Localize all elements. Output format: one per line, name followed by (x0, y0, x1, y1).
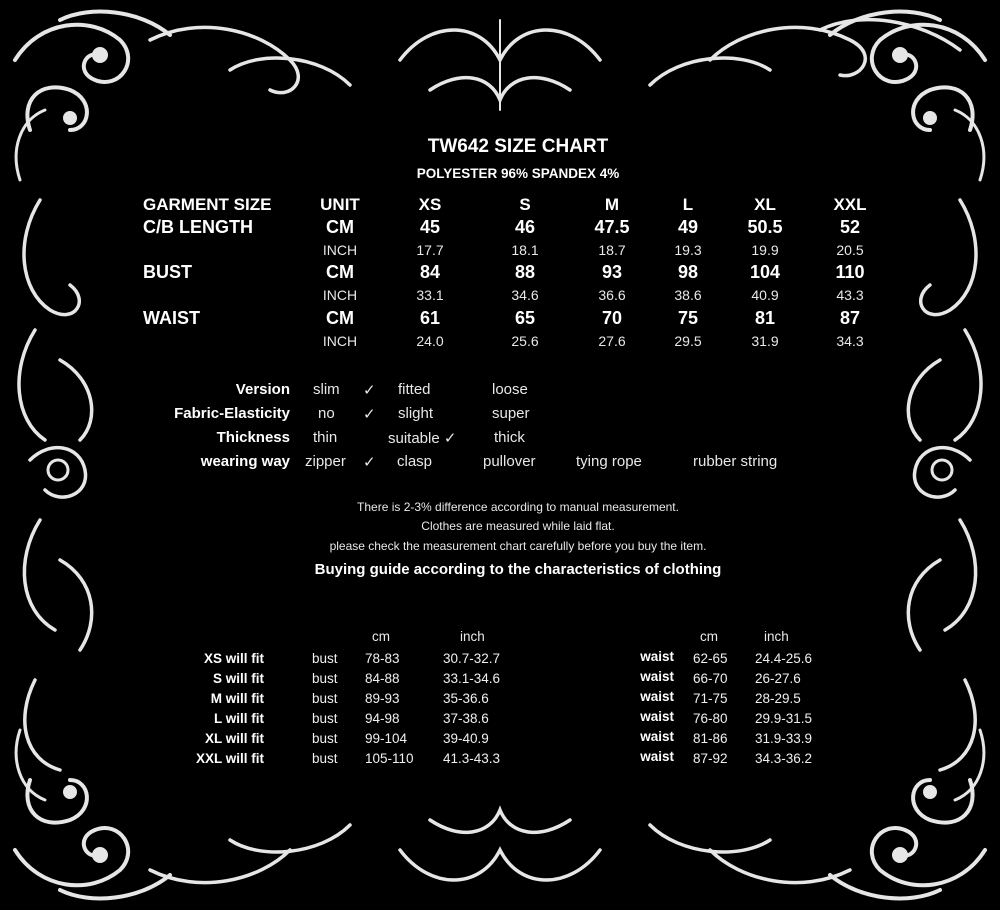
attr-option: suitable ✓ (388, 430, 457, 447)
attr-option: zipper (305, 453, 346, 470)
value-cell: 27.6 (598, 333, 626, 349)
guide-part: bust (312, 711, 338, 726)
value-cell: 104 (749, 262, 781, 282)
measure-label-length: C/B LENGTH (143, 217, 253, 237)
attr-option: rubber string (693, 453, 778, 470)
value-cell: 31.9 (751, 333, 779, 349)
guide-inch: 30.7-32.7 (443, 651, 501, 666)
guide-cm: 62-65 (693, 651, 728, 666)
check-mark: ✓ (363, 454, 376, 471)
value-cell: 84 (419, 262, 441, 282)
value-cell: 88 (514, 262, 536, 282)
size-header-xs: XS (418, 195, 442, 214)
guide-inch: 29.9-31.5 (755, 711, 813, 726)
value-cell: 47.5 (594, 217, 630, 237)
unit-inch: INCH (322, 287, 358, 303)
value-cell: 18.1 (511, 242, 539, 258)
guide-part: bust (312, 751, 338, 766)
check-mark: ✓ (363, 382, 376, 399)
check-mark: ✓ (363, 406, 376, 423)
attr-option: loose (492, 381, 528, 398)
value-cell: 17.7 (416, 242, 444, 258)
value-cell: 34.3 (836, 333, 864, 349)
value-cell: 20.5 (836, 242, 864, 258)
guide-size-label: XL will fit (204, 731, 264, 746)
guide-cm: 76-80 (693, 711, 728, 726)
attr-label-version: Version (235, 381, 290, 398)
value-cell: 40.9 (751, 287, 779, 303)
guide-inch: 26-27.6 (755, 671, 801, 686)
unit-inch: INCH (322, 242, 358, 258)
value-cell: 52 (839, 217, 861, 237)
inch-header: inch (764, 629, 789, 644)
attr-option: pullover (483, 453, 536, 470)
cm-header: cm (700, 629, 718, 644)
value-cell: 36.6 (598, 287, 626, 303)
attr-option: tying rope (576, 453, 642, 470)
guide-cm: 84-88 (365, 671, 400, 686)
unit-header: UNIT (320, 195, 360, 214)
value-cell: 33.1 (416, 287, 444, 303)
attr-option: no (318, 405, 335, 422)
size-header-xxl: XXL (833, 195, 867, 214)
guide-part: bust (312, 651, 338, 666)
guide-cm: 81-86 (693, 731, 728, 746)
unit-inch: INCH (322, 333, 358, 349)
size-header-m: M (604, 195, 620, 214)
guide-inch: 35-36.6 (443, 691, 489, 706)
value-cell: 75 (677, 308, 699, 328)
guide-part: waist (640, 749, 674, 764)
guide-part: bust (312, 691, 338, 706)
guide-part: waist (640, 709, 674, 724)
attr-option: super (492, 405, 530, 422)
guide-inch: 34.3-36.2 (755, 751, 813, 766)
guide-inch: 24.4-25.6 (755, 651, 813, 666)
measurement-note: There is 2-3% difference according to manual measurement. (357, 500, 679, 514)
guide-part: waist (640, 729, 674, 744)
guide-size-label: S will fit (212, 671, 264, 686)
guide-part: bust (312, 671, 338, 686)
guide-size-label: XS will fit (203, 651, 264, 666)
unit-cm: CM (326, 217, 354, 237)
attr-label-elasticity: Fabric-Elasticity (174, 405, 290, 422)
value-cell: 18.7 (598, 242, 626, 258)
value-cell: 98 (677, 262, 699, 282)
measure-label-bust: BUST (143, 262, 192, 282)
measure-label-waist: WAIST (143, 308, 200, 328)
value-cell: 24.0 (416, 333, 444, 349)
guide-size-label: M will fit (210, 691, 264, 706)
measurement-note: Clothes are measured while laid flat. (421, 519, 615, 533)
guide-part: waist (640, 669, 674, 684)
garment-size-header: GARMENT SIZE (143, 195, 272, 214)
value-cell: 34.6 (511, 287, 539, 303)
attr-option: clasp (397, 453, 433, 470)
guide-cm: 78-83 (365, 651, 400, 666)
value-cell: 29.5 (674, 333, 702, 349)
size-header-xl: XL (754, 195, 776, 214)
value-cell: 43.3 (836, 287, 864, 303)
page-title: TW642 SIZE CHART (427, 136, 609, 157)
guide-part: waist (640, 649, 674, 664)
guide-inch: 28-29.5 (755, 691, 801, 706)
guide-cm: 66-70 (693, 671, 728, 686)
measurement-note: please check the measurement chart carefully before you buy the item. (329, 539, 707, 553)
value-cell: 19.3 (674, 242, 702, 258)
buying-guide-title: Buying guide according to the characteristics of clothing (314, 561, 722, 578)
value-cell: 25.6 (511, 333, 539, 349)
guide-inch: 37-38.6 (443, 711, 489, 726)
cm-header: cm (372, 629, 390, 644)
guide-inch: 39-40.9 (443, 731, 489, 746)
value-cell: 87 (839, 308, 861, 328)
value-cell: 38.6 (674, 287, 702, 303)
guide-size-label: L will fit (214, 711, 264, 726)
guide-size-label: XXL will fit (195, 751, 264, 766)
attr-option: thin (313, 429, 338, 446)
guide-cm: 87-92 (693, 751, 728, 766)
guide-cm: 105-110 (365, 751, 414, 766)
unit-cm: CM (326, 262, 354, 282)
guide-cm: 99-104 (365, 731, 408, 746)
size-header-s: S (519, 195, 531, 214)
value-cell: 81 (754, 308, 776, 328)
unit-cm: CM (326, 308, 354, 328)
value-cell: 70 (601, 308, 623, 328)
value-cell: 50.5 (747, 217, 783, 237)
value-cell: 61 (419, 308, 441, 328)
value-cell: 46 (514, 217, 536, 237)
guide-part: waist (640, 689, 674, 704)
guide-cm: 94-98 (365, 711, 400, 726)
attr-option: slight (398, 405, 434, 422)
inch-header: inch (460, 629, 485, 644)
value-cell: 45 (419, 217, 441, 237)
guide-inch: 41.3-43.3 (443, 751, 501, 766)
attr-option: thick (494, 429, 525, 446)
attr-label-thickness: Thickness (216, 429, 290, 446)
attr-option: fitted (398, 381, 431, 398)
value-cell: 65 (514, 308, 536, 328)
value-cell: 93 (601, 262, 623, 282)
value-cell: 49 (677, 217, 699, 237)
guide-cm: 71-75 (693, 691, 728, 706)
guide-inch: 31.9-33.9 (755, 731, 813, 746)
value-cell: 19.9 (751, 242, 779, 258)
attr-label-wearing-way: wearing way (200, 453, 290, 470)
size-header-l: L (682, 195, 694, 214)
guide-part: bust (312, 731, 338, 746)
guide-inch: 33.1-34.6 (443, 671, 501, 686)
value-cell: 110 (835, 262, 865, 282)
guide-cm: 89-93 (365, 691, 400, 706)
attr-option: slim (313, 381, 340, 398)
material-composition: POLYESTER 96% SPANDEX 4% (416, 166, 620, 181)
